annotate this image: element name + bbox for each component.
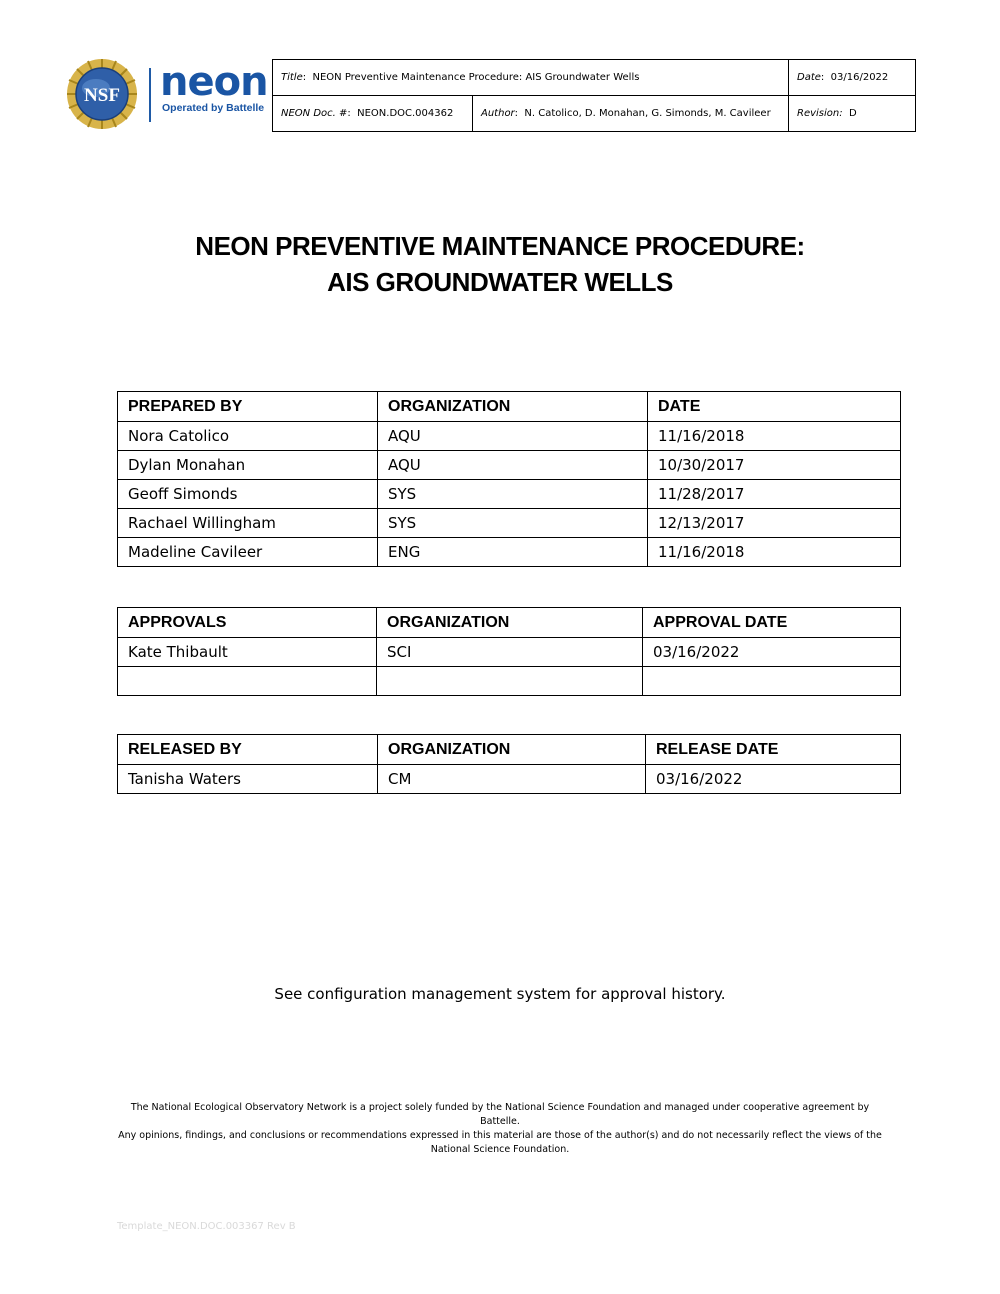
table-row: [118, 422, 901, 451]
title-line-2: AIS GROUNDWATER WELLS: [327, 267, 673, 297]
header-author-cell: Author: N. Catolico, D. Monahan, G. Simonds, M. Cavileer: [473, 96, 789, 132]
releaser-organization: CM: [378, 765, 646, 794]
table-row: [118, 538, 901, 567]
prepared-by-table: [117, 391, 901, 567]
preparer-organization: ENG: [378, 538, 648, 567]
column-header: ORGANIZATION: [378, 392, 648, 422]
date-label: Date: [797, 72, 821, 83]
document-title: [0, 228, 1000, 300]
header-doc-cell: NEON Doc. #: NEON.DOC.004362: [273, 96, 473, 132]
disclaimer-line-1: The National Ecological Observatory Network is a project solely funded by the National Science Foundation and managed under cooperative agreement by Battelle.: [130, 1102, 870, 1127]
preparer-organization: SYS: [378, 480, 648, 509]
preparer-date: 11/16/2018: [648, 538, 901, 567]
author-label: Author: [481, 108, 515, 119]
disclaimer-line-2: Any opinions, findings, and conclusions or recommendations expressed in this material are those of the author(s) and do not necessarily reflect the views of the: [118, 1130, 882, 1141]
template-id: Template_NEON.DOC.003367 Rev B: [117, 1221, 296, 1232]
preparer-name: Dylan Monahan: [118, 451, 378, 480]
operated-by-battelle: Operated by Battelle: [162, 102, 265, 114]
preparer-organization: AQU: [378, 451, 648, 480]
column-header: PREPARED BY: [118, 392, 378, 422]
funding-disclaimer: [110, 1101, 890, 1157]
preparer-name: Madeline Cavileer: [118, 538, 378, 567]
config-management-note: See configuration management system for approval history.: [274, 985, 726, 1003]
header-date-cell: Date: 03/16/2022: [789, 60, 916, 96]
table-row: [118, 480, 901, 509]
author-value: N. Catolico, D. Monahan, G. Simonds, M. Cavileer: [524, 108, 771, 119]
doc-label: NEON Doc. #: [281, 108, 348, 119]
revision-value: D: [848, 108, 857, 119]
released-by-table: [117, 734, 901, 794]
document-header-table: [272, 59, 916, 132]
approval-date: [643, 667, 901, 696]
title-value: NEON Preventive Maintenance Procedure: AIS Groundwater Wells: [312, 72, 640, 83]
header-revision-cell: [789, 96, 916, 132]
approver-name: Kate Thibault: [118, 638, 377, 667]
releaser-name: Tanisha Waters: [118, 765, 378, 794]
neon-wordmark: neon: [160, 59, 268, 105]
revision-label: Revision:: [797, 108, 843, 119]
nsf-seal-text: NSF: [84, 85, 120, 106]
table-row: [118, 638, 901, 667]
preparer-name: Nora Catolico: [118, 422, 378, 451]
preparer-organization: SYS: [378, 509, 648, 538]
approver-organization: [377, 667, 643, 696]
table-header-row: [118, 735, 901, 765]
approval-date: 03/16/2022: [643, 638, 901, 667]
preparer-date: 10/30/2017: [648, 451, 901, 480]
column-header: APPROVALS: [118, 608, 377, 638]
header-title-cell: Title: NEON Preventive Maintenance Procedure: AIS Groundwater Wells: [273, 60, 789, 96]
release-date: 03/16/2022: [646, 765, 901, 794]
doc-value: NEON.DOC.004362: [357, 108, 454, 119]
date-value: 03/16/2022: [830, 72, 889, 83]
title-label: Title: [281, 72, 303, 83]
preparer-organization: AQU: [378, 422, 648, 451]
preparer-name: Geoff Simonds: [118, 480, 378, 509]
preparer-date: 11/28/2017: [648, 480, 901, 509]
approver-organization: SCI: [377, 638, 643, 667]
title-line-1: NEON PREVENTIVE MAINTENANCE PROCEDURE:: [195, 231, 805, 261]
column-header: RELEASED BY: [118, 735, 378, 765]
disclaimer-line-3: National Science Foundation.: [430, 1144, 570, 1155]
preparer-date: 12/13/2017: [648, 509, 901, 538]
column-header: ORGANIZATION: [378, 735, 646, 765]
nsf-seal-icon: [66, 58, 138, 130]
approver-name: [118, 667, 377, 696]
approvals-table: [117, 607, 901, 696]
neon-logo: [66, 58, 270, 130]
column-header: RELEASE DATE: [646, 735, 901, 765]
table-header-row: [118, 392, 901, 422]
logo-divider: [149, 68, 151, 122]
table-row: [118, 451, 901, 480]
table-row: [118, 667, 901, 696]
preparer-name: Rachael Willingham: [118, 509, 378, 538]
table-header-row: [118, 608, 901, 638]
table-row: [118, 765, 901, 794]
column-header: ORGANIZATION: [377, 608, 643, 638]
column-header: APPROVAL DATE: [643, 608, 901, 638]
table-row: [118, 509, 901, 538]
preparer-date: 11/16/2018: [648, 422, 901, 451]
column-header: DATE: [648, 392, 901, 422]
